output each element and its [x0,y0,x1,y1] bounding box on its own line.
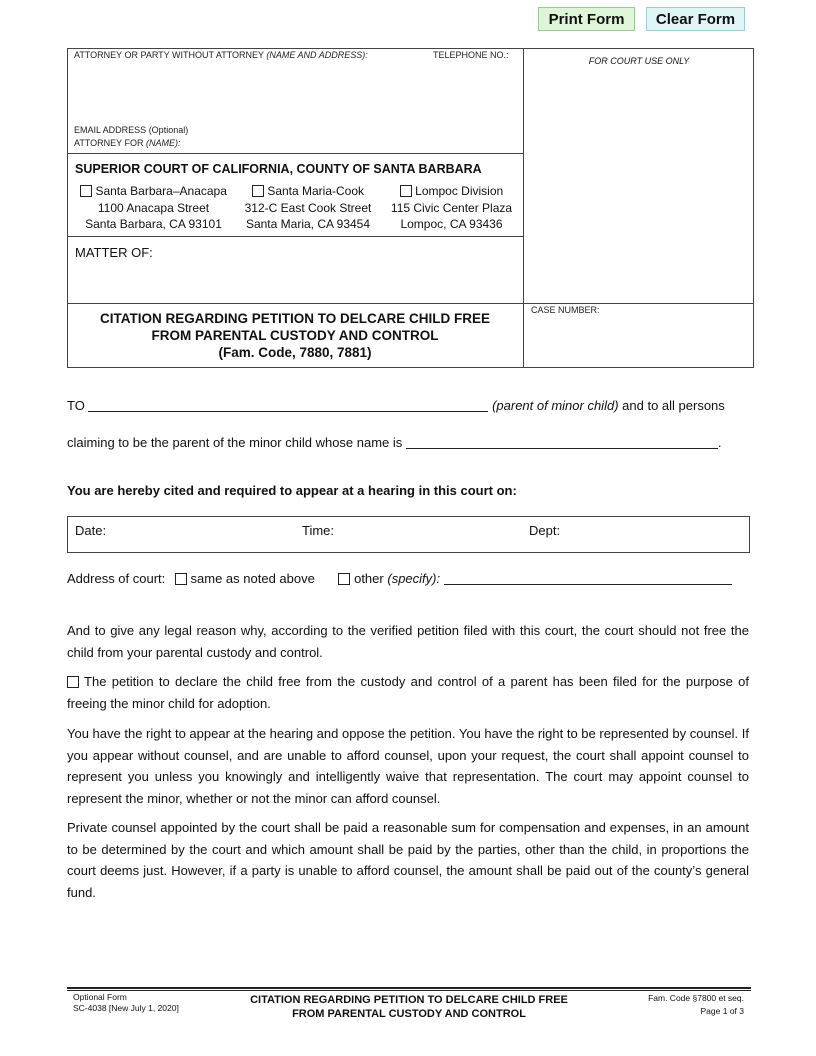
to-italic: (parent of minor child) [492,398,619,413]
hearing-date-label: Date: [75,523,107,538]
division-lompoc-street: 115 Civic Center Plaza [390,200,513,215]
claiming-text: claiming to be the parent of the minor child whose name is [67,435,403,450]
footer-left [73,992,179,1014]
hearing-time-input[interactable] [338,520,523,548]
other-label: other [354,571,384,586]
division-santa-maria [238,183,378,233]
other-address-checkbox[interactable] [338,573,350,585]
adoption-checkbox[interactable] [67,676,79,688]
caption-divider-1 [67,153,524,154]
telephone-label: TELEPHONE NO.: [433,50,509,60]
address-label: Address of court: [67,571,166,586]
anacapa-checkbox[interactable] [80,185,92,197]
paragraph-legal-reason: And to give any legal reason why, according to the verified petition filed with this court, the court should not free the child from your parental custody and control. [67,623,749,660]
hearing-dept-input[interactable] [566,520,746,548]
cited-heading: You are hereby cited and required to appear at a hearing in this court on: [67,483,517,498]
division-lompoc-city: Lompoc, CA 93436 [400,217,503,231]
caption-divider-3 [67,303,754,304]
form-title-line1: CITATION REGARDING PETITION TO DELCARE CHILD FREE [99,311,490,326]
form-title-line3: (Fam. Code, 7880, 7881) [218,345,372,360]
to-suffix: and to all persons [622,398,725,413]
to-prefix: TO [67,398,85,413]
footer-form-id: SC-4038 [New July 1, 2020] [73,1003,179,1013]
child-name-input[interactable] [406,436,718,449]
same-as-noted-checkbox[interactable] [175,573,187,585]
address-of-court-row [67,571,732,586]
form-title-line2: FROM PARENTAL CUSTODY AND CONTROL [151,328,439,343]
attorney-for-label [74,138,181,148]
division-santa-maria-name: Santa Maria-Cook [267,184,365,198]
attorney-for-text: ATTORNEY FOR [74,138,144,148]
attorney-input[interactable] [70,63,520,123]
parent-name-input[interactable] [88,399,488,412]
court-use-label: FOR COURT USE ONLY [588,56,690,66]
paragraph-private-counsel: Private counsel appointed by the court shall be paid a reasonable sum for compensation and expenses, in an amount to be determined by the court and which amount shall be paid by the parties, other than the child, in proportions the court deems just. However, if a party is unable to afford counsel, the amount shall be paid out of the county’s general fund. [67,820,749,900]
lompoc-checkbox[interactable] [400,185,412,197]
footer-title-line1: CITATION REGARDING PETITION TO DELCARE CHILD FREE [250,994,568,1006]
matter-of-label: MATTER OF: [75,245,153,260]
division-lompoc [386,183,517,233]
claiming-line [67,435,722,450]
adoption-text: The petition to declare the child free from the custody and control of a parent has been filed for the purpose of freeing the minor child for adoption. [67,674,749,711]
division-anacapa-city: Santa Barbara, CA 93101 [85,217,222,231]
claiming-period: . [717,435,722,450]
court-name: SUPERIOR COURT OF CALIFORNIA, COUNTY OF SANTA BARBARA [75,162,482,176]
email-label: EMAIL ADDRESS (Optional) [74,125,189,135]
hearing-time-label: Time: [302,523,335,538]
attorney-label-text: ATTORNEY OR PARTY WITHOUT ATTORNEY [74,50,264,60]
case-number-input[interactable] [527,318,751,364]
division-santa-maria-street: 312-C East Cook Street [244,200,372,215]
paragraph-adoption [67,671,749,714]
footer-code: Fam. Code §7800 et seq. [648,993,744,1003]
to-line [67,398,725,413]
clear-form-button[interactable]: Clear Form [646,7,745,31]
same-as-label: same as noted above [190,571,315,586]
case-number-label: CASE NUMBER: [531,305,600,315]
caption-divider-2 [67,236,524,237]
attorney-for-italic: (NAME): [146,138,181,148]
attorney-label [74,50,368,60]
print-form-button[interactable]: Print Form [538,7,635,31]
attorney-label-italic: (NAME AND ADDRESS): [266,50,368,60]
hearing-dept-label: Dept: [529,523,561,538]
footer-rule-thick [67,987,751,989]
matter-of-input[interactable] [70,262,520,300]
caption-divider-vertical [523,48,524,368]
division-anacapa-street: 1100 Anacapa Street [97,200,210,215]
footer-title-line2: FROM PARENTAL CUSTODY AND CONTROL [292,1007,526,1020]
other-address-input[interactable] [444,572,732,585]
footer-page: Page 1 of 3 [700,1006,744,1016]
hearing-date-input[interactable] [110,520,295,548]
form-title [67,310,523,361]
division-anacapa [75,183,232,233]
division-lompoc-name: Lompoc Division [415,184,504,198]
specify-label: (specify): [387,571,441,586]
santa-maria-checkbox[interactable] [252,185,264,197]
footer-title [200,994,618,1021]
division-anacapa-name: Santa Barbara–Anacapa [95,184,227,198]
footer-rule-thin [67,990,751,991]
division-santa-maria-city: Santa Maria, CA 93454 [245,217,371,231]
footer-right [600,992,744,1018]
footer-optional-form: Optional Form [73,992,127,1002]
paragraph-right-to-appear: You have the right to appear at the hearing and oppose the petition. You have the right to be represented by counsel. If you appear without counsel, and are unable to afford counsel, upon your request, the court shall appoint counsel to represent you unless you knowingly and intelligently waive that representation. The court may appoint counsel to represent the minor, whether or not the minor can afford counsel. [67,726,749,806]
